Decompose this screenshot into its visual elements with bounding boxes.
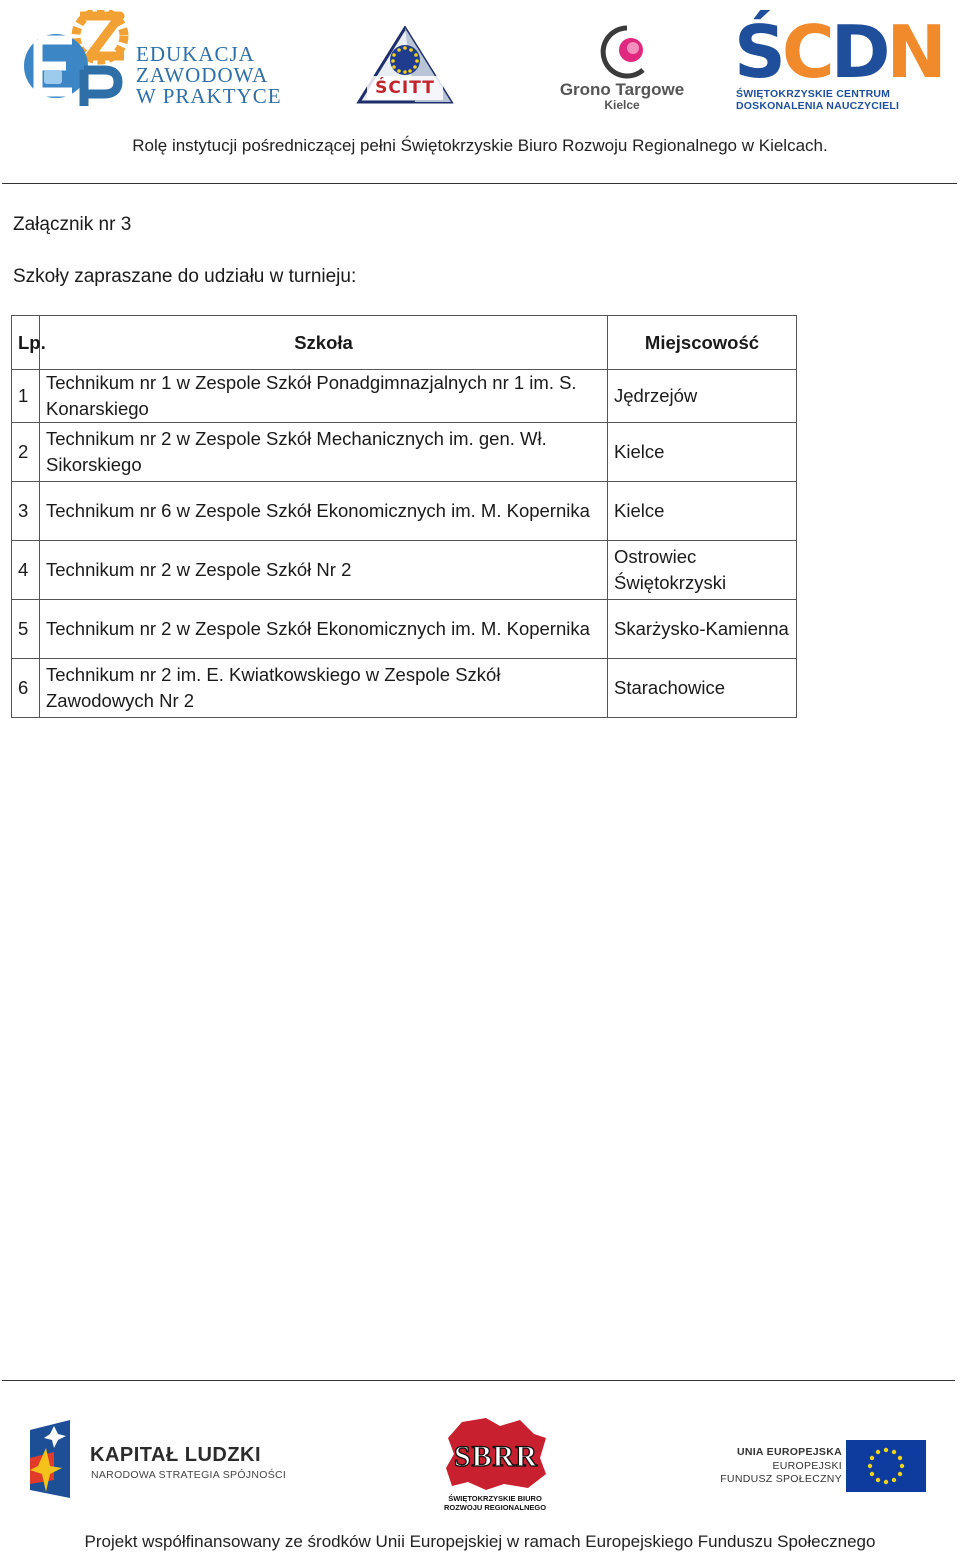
grono-name: Grono Targowe <box>559 80 685 99</box>
attachment-label: Załącznik nr 3 <box>13 214 132 235</box>
scdn-letter-n: N <box>886 10 943 94</box>
logo-grono-targowe <box>555 24 695 114</box>
kapital-ludzki-emblem-icon <box>24 1418 76 1502</box>
scdn-line-1: ŚWIĘTOKRZYSKIE CENTRUM <box>736 88 891 100</box>
row-lp: 6 <box>12 659 40 718</box>
grono-circle-icon <box>593 24 653 80</box>
scdn-letter-s: Ś <box>734 10 782 94</box>
table-row <box>12 541 797 600</box>
logo-kapital-ludzki <box>24 1418 287 1504</box>
row-school: Technikum nr 2 w Zespole Szkół Ekonomicznych im. M. Kopernika <box>40 600 608 659</box>
table-header-row <box>12 316 797 370</box>
row-school: Technikum nr 6 w Zespole Szkół Ekonomicznych im. M. Kopernika <box>40 482 608 541</box>
header-city: Miejscowość <box>608 316 797 370</box>
kapital-ludzki-title: KAPITAŁ LUDZKI <box>90 1444 262 1466</box>
row-lp: 3 <box>12 482 40 541</box>
footer-note: Projekt współfinansowany ze środków Unii Europejskiej w ramach Europejskiego Funduszu Społecznego <box>84 1532 876 1551</box>
table-row <box>12 370 797 423</box>
scitt-label: ŚCITT <box>375 78 435 98</box>
eu-flag-icon <box>846 1440 926 1492</box>
header-school: Szkoła <box>40 316 608 370</box>
row-lp: 2 <box>12 423 40 482</box>
row-lp: 1 <box>12 370 40 423</box>
row-lp: 4 <box>12 541 40 600</box>
footer-divider <box>2 1380 955 1381</box>
logo-sbrr <box>430 1414 560 1514</box>
header-tagline: Rolę instytucji pośredniczącej pełni Świętokrzyskie Biuro Rozwoju Regionalnego w Kielcach. <box>132 136 828 155</box>
grono-city: Kielce <box>604 98 640 112</box>
table-row <box>12 423 797 482</box>
logo-scitt <box>355 26 455 106</box>
table-row <box>12 600 797 659</box>
row-city: Starachowice <box>608 659 797 718</box>
header-divider <box>2 183 957 184</box>
table-row <box>12 482 797 541</box>
row-school: Technikum nr 1 w Zespole Szkół Ponadgimnazjalnych nr 1 im. S. Konarskiego <box>40 370 608 423</box>
sbrr-line-2: ROZWOJU REGIONALNEGO <box>443 1503 547 1512</box>
intro-text: Szkoły zapraszane do udziału w turnieju: <box>13 266 357 287</box>
logo-edukacja-zawodowa <box>20 10 282 110</box>
scdn-line-2: DOSKONALENIA NAUCZYCIELI <box>736 100 900 112</box>
table-row <box>12 659 797 718</box>
row-city: Jędrzejów <box>608 370 797 423</box>
ue-line-2: EUROPEJSKI <box>772 1460 842 1472</box>
row-lp: 5 <box>12 600 40 659</box>
row-city: Kielce <box>608 423 797 482</box>
ue-line-3: FUNDUSZ SPOŁECZNY <box>720 1473 842 1485</box>
row-school: Technikum nr 2 w Zespole Szkół Mechanicznych im. gen. Wł. Sikorskiego <box>40 423 608 482</box>
ezp-emblem-icon <box>20 10 132 108</box>
scdn-letter-d: D <box>830 10 887 94</box>
row-city: Skarżysko-Kamienna <box>608 600 797 659</box>
scdn-letter-c: C <box>781 10 831 94</box>
logo-scdn <box>734 10 946 112</box>
logo-unia-europejska <box>720 1438 930 1494</box>
ezp-line-1: EDUKACJA <box>136 42 255 66</box>
row-city: Kielce <box>608 482 797 541</box>
schools-table <box>11 315 797 718</box>
kapital-ludzki-subtitle: NARODOWA STRATEGIA SPÓJNOŚCI <box>91 1469 287 1481</box>
sbrr-word: SBRR <box>453 1440 539 1473</box>
ue-line-1: UNIA EUROPEJSKA <box>736 1446 842 1458</box>
header-lp: Lp. <box>12 316 40 370</box>
row-school: Technikum nr 2 im. E. Kwiatkowskiego w Zespole Szkół Zawodowych Nr 2 <box>40 659 608 718</box>
row-school: Technikum nr 2 w Zespole Szkół Nr 2 <box>40 541 608 600</box>
sbrr-line-1: ŚWIĘTOKRZYSKIE BIURO <box>448 1494 542 1503</box>
row-city: Ostrowiec Świętokrzyski <box>608 541 797 600</box>
ezp-line-3: W PRAKTYCE <box>136 84 282 108</box>
ezp-line-2: ZAWODOWA <box>136 63 269 87</box>
